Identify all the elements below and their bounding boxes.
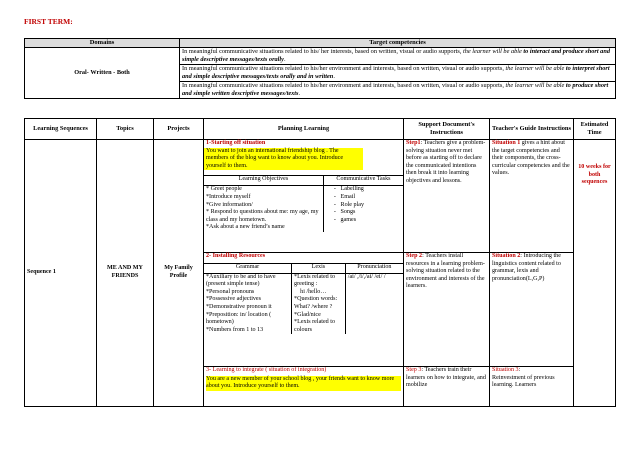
stage2-cell xyxy=(204,253,404,367)
stage3-cell xyxy=(204,367,404,407)
estimated-time-cell: 10 weeks for both sequences xyxy=(574,140,616,407)
tasks-header: Communicative Tasks xyxy=(323,176,403,186)
topics-header: Topics xyxy=(97,119,154,140)
stage3-situation: You are a new member of your school blog , your friends want to know more about you. Introduce yourself to them. xyxy=(206,376,401,391)
teacher-guide-header: Teacher's Guide Instructions xyxy=(490,119,574,140)
objectives-list: * Greet people *Introduce myself *Give information/ * Respond to questions about me: my age, my class and my hometown. *Ask about a new friend’s name xyxy=(204,186,323,232)
support-document-header: Support Document's Instructions xyxy=(404,119,490,140)
task-item: - Role play xyxy=(333,201,365,208)
stage1-situation: You want to join an international friendship blog . The members of the blog want to know about you. Introduce yourself to them. xyxy=(204,148,363,171)
topic-cell: ME AND MY FRIENDS xyxy=(97,140,154,407)
stage2-title: 2- Installing Resources xyxy=(206,253,266,259)
page-title: FIRST TERM: xyxy=(24,17,73,26)
stage3-title: 3- Learning to integrate ( situation of integration) xyxy=(206,367,327,373)
task-item: - games xyxy=(333,216,357,223)
competency-2: In meaningful communicative situations related to his/her environment and interests, based on written, visual or audio supports, the learner will be able to interpret short and simple descriptive messages/texts orally and in written. xyxy=(180,65,616,82)
domain-cell: Oral- Written - Both xyxy=(25,48,180,99)
task-item: - Labelling xyxy=(333,186,364,193)
support-step3: Step 3: Teachers train their learners on how to integrate, and mobilize xyxy=(404,367,490,407)
estimated-time-header: Estimated Time xyxy=(574,119,616,140)
planning-table xyxy=(24,118,616,407)
learning-sequences-header: Learning Sequences xyxy=(25,119,97,140)
projects-header: Projects xyxy=(154,119,204,140)
objectives-header: Learning Objectives xyxy=(204,176,323,186)
guide-step2: Situation 2: Introducing the linguistics content related to grammar, lexis and pronunciation(L,G,P) xyxy=(490,253,574,367)
stage1-cell xyxy=(204,140,404,253)
grammar-header: Grammar xyxy=(204,263,292,273)
lexis-list: *Lexis related to greeting : hi /hello… *Question words: What? /where ? *Glad/nice *Lexis related to colours xyxy=(292,273,346,334)
support-step1: Step1: Teachers give a problem-solving situation never met before as starting off to declare the communicated intentions then break it into learning objectives and lessons. xyxy=(404,140,490,253)
task-item: - Songs xyxy=(333,209,356,216)
grammar-list: *Auxiliary to be and to have (present simple tense) *Personal pronouns *Possessive adjectives *Demonstrative pronoun it *Preposition: in/ location ( hometown) *Numbers from 1 to 13 xyxy=(204,273,292,334)
project-cell: My Family Profile xyxy=(154,140,204,407)
competency-1: In meaningful communicative situations related to his/ her interests, based on written, visual or audio supports, the learner will be able to interact and produce short and simple descriptive messages/texts orally. xyxy=(180,48,616,65)
competencies-table xyxy=(24,38,616,99)
guide-step3: Situation 3: Reinvestment of previous learning. Learners xyxy=(490,367,574,407)
pronunciation-header: Pronunciation xyxy=(345,263,403,273)
pronunciation-list: /ai/ ,/i/,/ai/ /ei/ / xyxy=(347,273,386,280)
domains-header: Domains xyxy=(25,39,180,48)
support-step2: Step 2: Teachers install resources in a learning problem- solving situation related to the environment and interests of the learners. xyxy=(404,253,490,367)
sequence-cell: Sequence 1 xyxy=(25,140,97,407)
competency-3: In meaningful communicative situations related to his/her environment and interests, based on written, visual or audio supports, the learner will be able to produce short and simple written descriptive messages/texts. xyxy=(180,82,616,99)
lexis-header: Lexis xyxy=(292,263,346,273)
competencies-header: Target competencies xyxy=(180,39,616,48)
tasks-list xyxy=(323,186,403,232)
guide-step1: Situation 1 gives a hint about the target competencies and their components, the cross-curricular competencies and the values. xyxy=(490,140,574,253)
planning-learning-header: Planning Learning xyxy=(204,119,404,140)
task-item: - Email xyxy=(333,193,356,200)
stage1-title: 1-Starting off situation xyxy=(206,140,266,146)
